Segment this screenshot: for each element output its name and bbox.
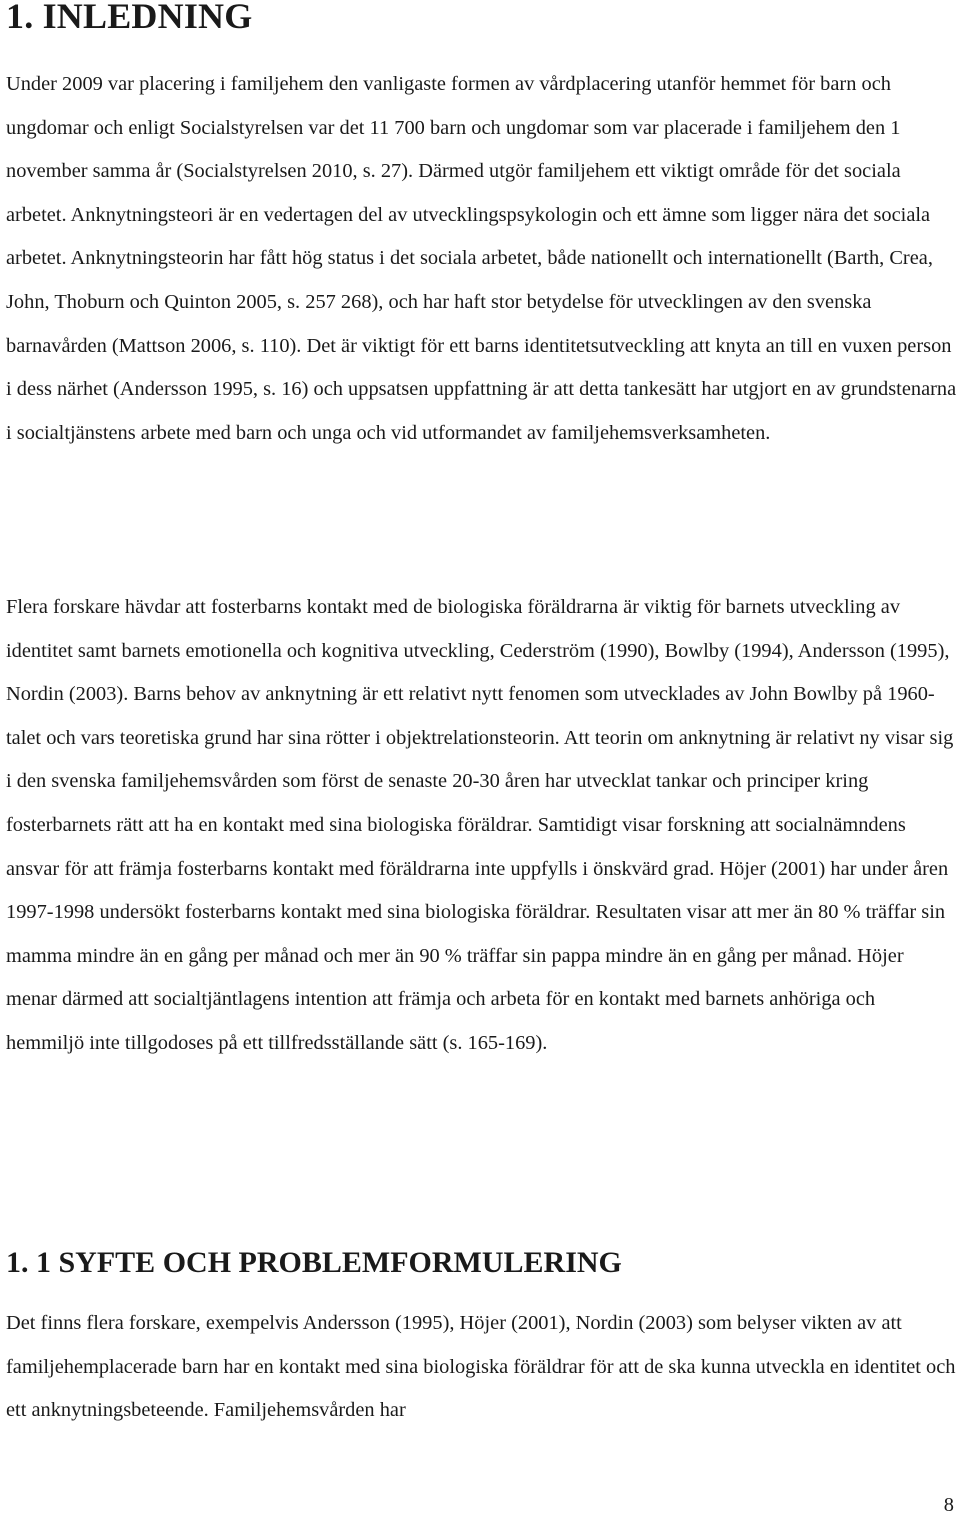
chapter-heading: 1. INLEDNING <box>6 0 253 36</box>
paragraph-research: Flera forskare hävdar att fosterbarns kontakt med de biologiska föräldrarna är viktig för barnets utveckling av identitet samt barnets emotionella och kognitiva utveckling, Cederström (1990), Bowlby (1994), Andersson (1995), Nordin (2003). Barns behov av anknytning är ett relativt nytt fenomen som utvecklades av John Bowlby på 1960- talet och vars teoretiska grund har sina rötter i objektrelationsteorin. Att teorin om anknytning är relativt ny visar sig i den svenska familjehemsvården som först de senaste 20-30 åren har utvecklat tankar och principer kring fosterbarnets rätt att ha en kontakt med sina biologiska föräldrar. Samtidigt visar forskning att socialnämndens ansvar för att främja fosterbarns kontakt med föräldrarna inte uppfylls i önskvärd grad. Höjer (2001) har under åren 1997-1998 undersökt fosterbarns kontakt med sina biologiska föräldrar. Resultaten visar att mer än 80 % träffar sin mamma mindre än en gång per månad och mer än 90 % träffar sin pappa mindre än en gång per månad. Höjer menar därmed att socialtjäntlagens intention att främja och arbeta för en kontakt med barnets anhöriga och hemmiljö inte tillgodoses på ett tillfredsställande sätt (s. 165-169). <box>6 596 954 1054</box>
paragraph-intro: Under 2009 var placering i familjehem den vanligaste formen av vårdplacering utanför hemmet för barn och ungdomar och enligt Socialstyrelsen var det 11 700 barn och ungdomar som var placerade i familjehem den 1 november samma år (Socialstyrelsen 2010, s. 27). Därmed utgör familjehem ett viktigt område för det sociala arbetet. Anknytningsteori är en vedertagen del av utvecklingspsykologin och ett ämne som ligger nära det sociala arbetet. Anknytningsteorin har fått hög status i det sociala arbetet, både nationellt och internationellt (Barth, Crea, John, Thoburn och Quinton 2005, s. 257 268), och har haft stor betydelse för utvecklingen av den svenska barnavården (Mattson 2006, s. 110). Det är viktigt för ett barns identitetsutveckling att knyta an till en vuxen person i dess närhet (Andersson 1995, s. 16) och uppsatsen uppfattning är att detta tankesätt har utgjort en av grundstenarna i socialtjänstens arbete med barn och unga och vid utformandet av familjehemsverksamheten. <box>6 73 957 444</box>
paragraph-purpose: Det finns flera forskare, exempelvis Andersson (1995), Höjer (2001), Nordin (2003) som belyser vikten av att familjehemplacerade barn har en kontakt med sina biologiska föräldrar för att de ska kunna utveckla en identitet och ett anknytningsbeteende. Familjehemsvården har <box>6 1312 956 1422</box>
section-heading: 1. 1 SYFTE OCH PROBLEMFORMULERING <box>6 1246 622 1279</box>
page-number: 8 <box>943 1494 954 1516</box>
